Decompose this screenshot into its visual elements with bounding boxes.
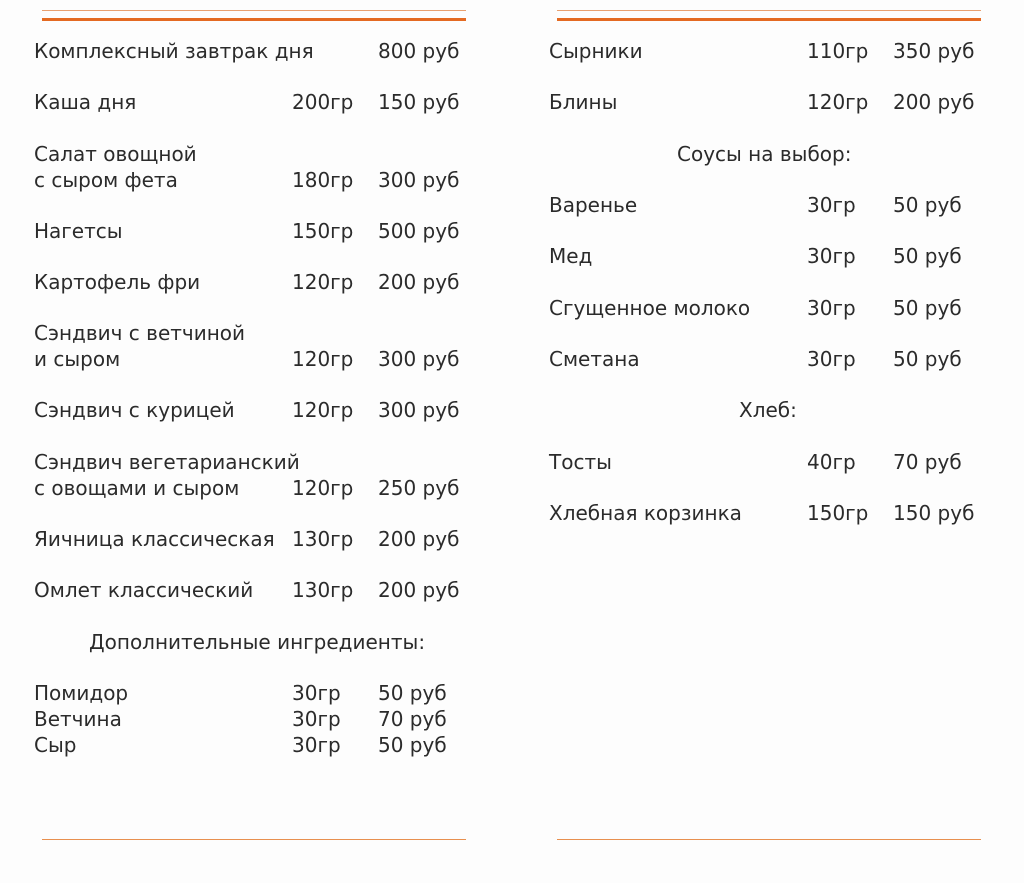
item-weight: 150гр [292, 219, 354, 243]
item-price: 350 руб [893, 39, 975, 63]
item-name: Сыр [34, 733, 77, 757]
item-weight: 200гр [292, 90, 354, 114]
item-name: Варенье [549, 193, 638, 217]
item-weight: 120гр [807, 90, 869, 114]
item-name: Комплексный завтрак дня [34, 39, 314, 63]
item-weight: 30гр [807, 347, 856, 371]
item-price: 300 руб [378, 347, 460, 371]
item-price: 200 руб [378, 270, 460, 294]
item-weight: 130гр [292, 527, 354, 551]
item-price: 200 руб [378, 527, 460, 551]
item-price: 50 руб [893, 244, 962, 268]
item-price: 300 руб [378, 398, 460, 422]
item-name: Сгущенное молоко [549, 296, 751, 320]
item-price: 250 руб [378, 476, 460, 500]
item-price: 70 руб [893, 450, 962, 474]
item-price: 800 руб [378, 39, 460, 63]
item-price: 50 руб [893, 296, 962, 320]
item-price: 300 руб [378, 168, 460, 192]
item-weight: 30гр [807, 296, 856, 320]
item-name: Сметана [549, 347, 640, 371]
extras-heading: Дополнительные ингредиенты: [89, 630, 426, 654]
item-price: 200 руб [378, 578, 460, 602]
bread-heading: Хлеб: [739, 398, 797, 422]
item-price: 150 руб [893, 501, 975, 525]
item-name-line2: с сыром фета [34, 168, 178, 192]
item-price: 70 руб [378, 707, 447, 731]
item-weight: 40гр [807, 450, 856, 474]
item-name: Яичница классическая [34, 527, 275, 551]
item-name: Сырники [549, 39, 643, 63]
item-weight: 110гр [807, 39, 869, 63]
item-name: Сэндвич вегетарианский [34, 450, 300, 474]
item-name: Каша дня [34, 90, 137, 114]
item-weight: 130гр [292, 578, 354, 602]
item-weight: 120гр [292, 476, 354, 500]
item-weight: 30гр [807, 244, 856, 268]
item-name: Хлебная корзинка [549, 501, 742, 525]
item-name-line2: с овощами и сыром [34, 476, 240, 500]
item-name: Салат овощной [34, 142, 197, 166]
item-price: 200 руб [893, 90, 975, 114]
item-price: 50 руб [378, 733, 447, 757]
item-name: Ветчина [34, 707, 122, 731]
item-weight: 30гр [292, 733, 341, 757]
menu-column-right [549, 0, 979, 883]
item-weight: 30гр [292, 681, 341, 705]
item-weight: 30гр [292, 707, 341, 731]
item-name: Мед [549, 244, 593, 268]
item-name: Картофель фри [34, 270, 201, 294]
item-price: 50 руб [893, 347, 962, 371]
item-name: Сэндвич с ветчиной [34, 321, 246, 345]
item-name: Помидор [34, 681, 129, 705]
item-price: 50 руб [378, 681, 447, 705]
item-name-line2: и сыром [34, 347, 121, 371]
item-weight: 180гр [292, 168, 354, 192]
item-weight: 120гр [292, 270, 354, 294]
sauces-heading: Соусы на выбор: [677, 142, 852, 166]
item-price: 500 руб [378, 219, 460, 243]
menu-column-left [34, 0, 464, 883]
item-name: Блины [549, 90, 618, 114]
item-weight: 120гр [292, 347, 354, 371]
item-weight: 150гр [807, 501, 869, 525]
item-price: 50 руб [893, 193, 962, 217]
item-name: Сэндвич с курицей [34, 398, 235, 422]
item-weight: 120гр [292, 398, 354, 422]
item-name: Тосты [549, 450, 612, 474]
item-weight: 30гр [807, 193, 856, 217]
item-name: Омлет классический [34, 578, 254, 602]
item-price: 150 руб [378, 90, 460, 114]
item-name: Нагетсы [34, 219, 123, 243]
